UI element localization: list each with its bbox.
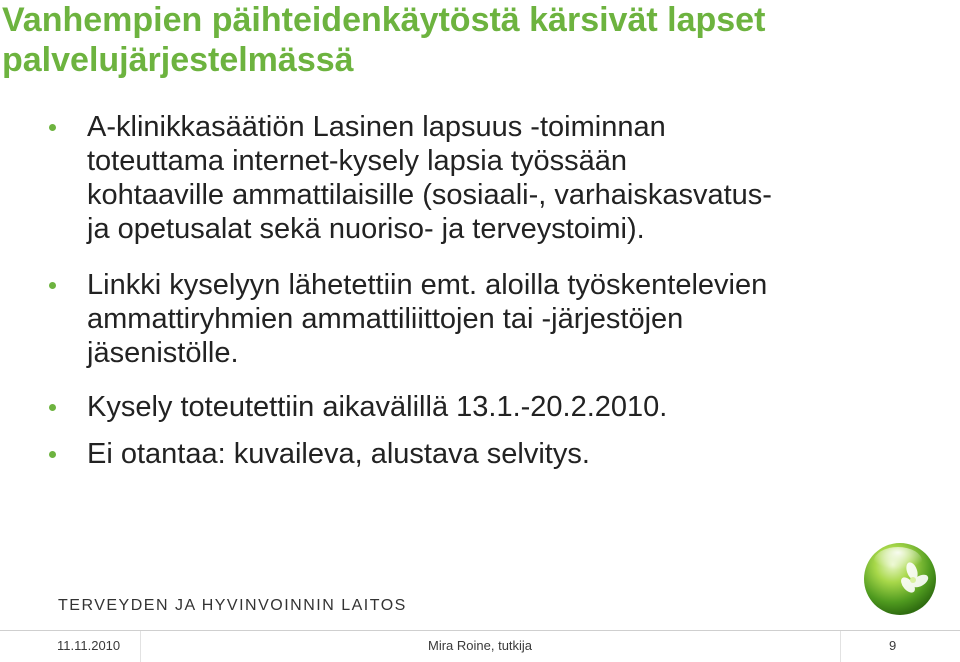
bullet-line: ja opetusalat sekä nuoriso- ja terveystoimi). (87, 213, 645, 245)
footer-page-number: 9 (889, 638, 897, 653)
slide-title-line: Vanhempien päihteidenkäytöstä kärsivät lapset (2, 1, 766, 39)
footer-divider (840, 631, 841, 662)
bullet-line: Kysely toteutettiin aikavälillä 13.1.-20.2.2010. (87, 391, 668, 423)
bullet-dot-icon (49, 282, 56, 289)
organization-name: TERVEYDEN JA HYVINVOINNIN LAITOS (58, 597, 407, 614)
green-globe-flower-icon (862, 541, 938, 617)
bullet-dot-icon (49, 451, 56, 458)
bullet-item (87, 268, 927, 370)
bullet-line: Ei otantaa: kuvaileva, alustava selvitys. (87, 438, 590, 470)
footer-divider (140, 631, 141, 662)
footer-date: 11.11.2010 (57, 638, 121, 653)
bullet-line: kohtaaville ammattilaisille (sosiaali-, varhaiskasvatus- (87, 179, 772, 211)
bullet-line: A-klinikkasäätiön Lasinen lapsuus -toiminnan (87, 111, 666, 143)
bullet-item (87, 437, 927, 471)
bullet-line: Linkki kyselyyn lähetettiin emt. aloilla työskentelevien (87, 269, 768, 301)
bullet-line: toteuttama internet-kysely lapsia työssään (87, 145, 627, 177)
bullet-dot-icon (49, 404, 56, 411)
bullet-dot-icon (49, 124, 56, 131)
bullet-item (87, 110, 927, 246)
bullet-item (87, 390, 927, 424)
slide-footer (0, 630, 960, 662)
bullet-line: ammattiryhmien ammattiliittojen tai -järjestöjen (87, 303, 684, 335)
slide-title-line: palvelujärjestelmässä (2, 41, 354, 79)
bullet-line: jäsenistölle. (87, 337, 239, 369)
footer-author: Mira Roine, tutkija (428, 638, 533, 653)
